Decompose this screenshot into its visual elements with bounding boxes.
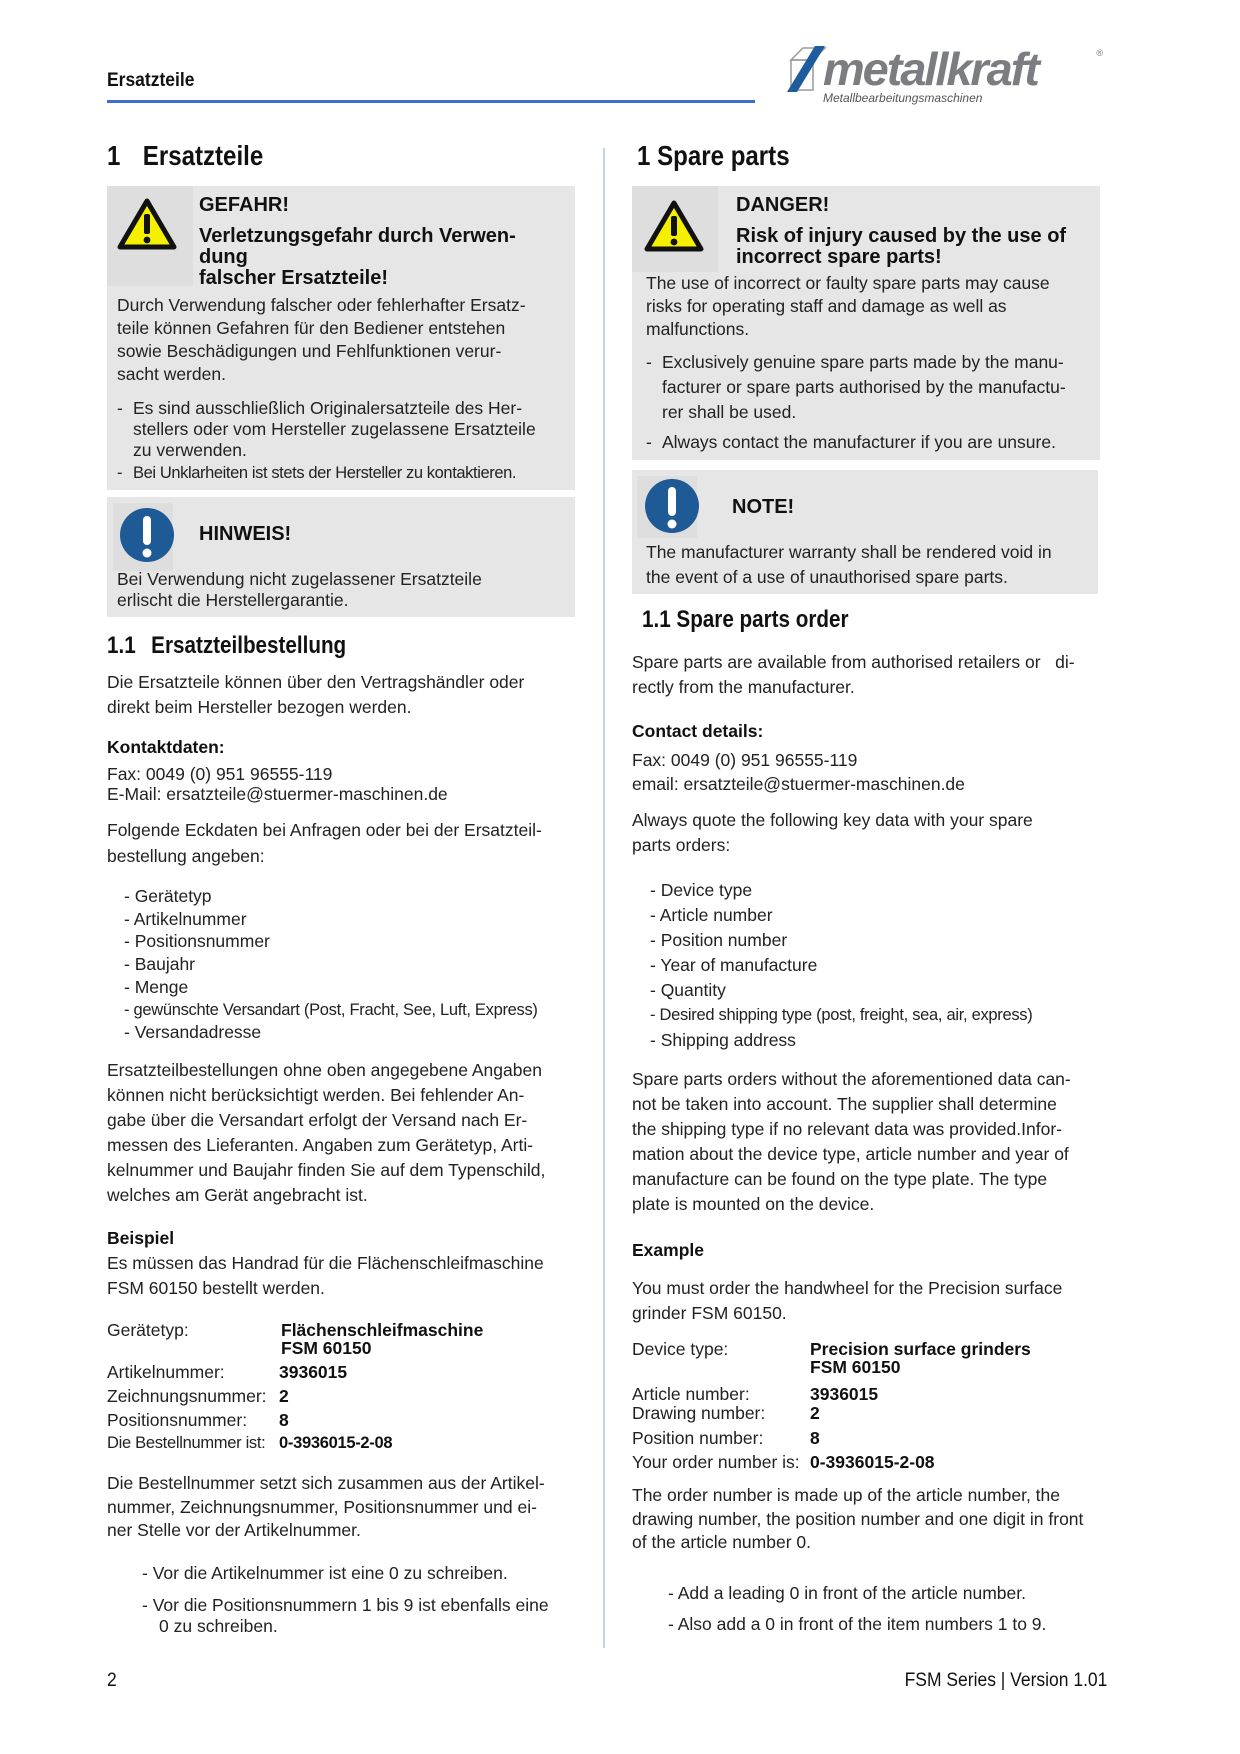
- text-line: Ersatzteilbestellungen ohne oben angegebene Angaben: [107, 1060, 542, 1080]
- running-header-title: Ersatzteile: [107, 70, 195, 91]
- body-line: teile können Gefahren für den Bediener entstehen: [117, 318, 506, 338]
- text-line: messen des Lieferanten. Angaben zum Gerätetyp, Arti-: [107, 1135, 534, 1155]
- text-line: The order number is made up of the article number, the: [632, 1485, 1061, 1505]
- contact-heading: Contact details:: [632, 721, 764, 741]
- fax-number: Fax: 0049 (0) 951 96555-119: [632, 750, 858, 770]
- table-value: 8: [279, 1410, 289, 1430]
- intro-paragraph: [632, 650, 1075, 700]
- text-line: ner Stelle vor der Artikelnummer.: [107, 1520, 361, 1540]
- heading-title: Ersatzteilbestellung: [151, 632, 347, 659]
- subsection-heading: [107, 632, 346, 660]
- note-box: [107, 497, 575, 617]
- heading-number: 1.1: [107, 632, 136, 659]
- text-line: grinder FSM 60150.: [632, 1303, 787, 1323]
- title-line: dung: [199, 246, 248, 268]
- text-line: rectly from the manufacturer.: [632, 677, 855, 697]
- text-line: welches am Gerät angebracht ist.: [107, 1185, 368, 1205]
- example-heading: Example: [632, 1240, 704, 1260]
- list-item: - Positionsnummer: [124, 931, 270, 952]
- danger-box: [632, 186, 1100, 460]
- text-line: the shipping type if no relevant data was provided.Infor-: [632, 1119, 1062, 1139]
- danger-body: [117, 294, 563, 386]
- text-line: Folgende Eckdaten bei Anfragen oder bei der Ersatzteil-: [107, 820, 542, 840]
- text-line: drawing number, the position number and one digit in front: [632, 1508, 1084, 1529]
- bullet-line: Always contact the manufacturer if you are unsure.: [662, 432, 1056, 452]
- text-line: not be taken into account. The supplier shall determine: [632, 1094, 1057, 1114]
- list-item: - Article number: [650, 905, 773, 925]
- registered-mark: ®: [1096, 48, 1103, 58]
- signal-word: GEFAHR!: [199, 194, 289, 216]
- list-item-continuation: 0 zu schreiben.: [159, 1616, 278, 1636]
- bullet-dash: -: [646, 432, 652, 452]
- list-item: - Artikelnummer: [124, 908, 247, 929]
- warning-triangle-icon: [117, 198, 177, 250]
- table-value: 3936015: [279, 1362, 348, 1382]
- text-line: mation about the device type, article number and year of: [632, 1144, 1069, 1164]
- section-heading: [107, 140, 263, 172]
- bullet-dash: -: [646, 352, 652, 372]
- note-box: [632, 470, 1098, 594]
- body-line: sowie Beschädigungen und Fehlfunktionen verur-: [117, 341, 502, 361]
- heading-title: Ersatzteile: [142, 140, 264, 171]
- logo-wordmark: metallkraft: [823, 43, 1038, 95]
- bullet-line: Es sind ausschließlich Originalersatzteile des Her-: [133, 398, 523, 418]
- contact-heading: Kontaktdaten:: [107, 737, 225, 757]
- signal-word: NOTE!: [732, 496, 795, 518]
- contact-block: [632, 748, 965, 796]
- text-line: bestellung angeben:: [107, 846, 265, 866]
- body-line: Bei Verwendung nicht zugelassener Ersatzteile: [117, 569, 482, 589]
- table-label: Artikelnummer:: [107, 1362, 225, 1382]
- list-item: - Shipping address: [650, 1030, 796, 1050]
- danger-bullet: [117, 398, 567, 461]
- heading-number: 1: [107, 140, 121, 171]
- signal-word: HINWEIS!: [199, 523, 292, 545]
- list-item: - Menge: [124, 976, 189, 997]
- table-label: Device type:: [632, 1339, 729, 1359]
- list-item: - Vor die Artikelnummer ist eine 0 zu schreiben.: [142, 1563, 508, 1583]
- text-line: plate is mounted on the device.: [632, 1194, 875, 1214]
- danger-bullet: [117, 462, 567, 485]
- bullet-line: facturer or spare parts authorised by the manufactu-: [662, 377, 1066, 397]
- keydata-list: [650, 878, 1032, 1053]
- danger-body: [646, 272, 1088, 341]
- bullet-dash: -: [117, 398, 123, 418]
- fax-number: Fax: 0049 (0) 951 96555-119: [107, 764, 333, 784]
- text-line: direkt beim Hersteller bezogen werden.: [107, 696, 412, 717]
- bullet-line: Bei Unklarheiten ist stets der Hersteller zu kontaktieren.: [133, 464, 517, 482]
- subsection-heading: 1.1 Spare parts order: [642, 606, 849, 633]
- body-line: sacht werden.: [117, 364, 226, 384]
- table-value: 3936015: [810, 1384, 879, 1404]
- series-version: FSM Series | Version 1.01: [904, 1670, 1107, 1691]
- mandatory-exclamation-icon: [119, 507, 175, 563]
- bullet-line: zu verwenden.: [133, 440, 247, 460]
- table-label: Zeichnungsnummer:: [107, 1386, 267, 1406]
- danger-bullet: [646, 431, 1092, 454]
- body-line: the event of a use of unauthorised spare parts.: [646, 567, 1008, 587]
- text-line: können nicht berücksichtigt werden. Bei fehlender An-: [107, 1085, 525, 1105]
- text-line: Always quote the following key data with your spare: [632, 810, 1033, 830]
- text-line: Die Ersatzteile können über den Vertragshändler oder: [107, 672, 525, 692]
- table-value: 8: [810, 1428, 820, 1448]
- list-item: - Vor die Positionsnummern 1 bis 9 ist ebenfalls eine: [142, 1595, 549, 1615]
- value-line: FSM 60150: [810, 1357, 901, 1377]
- title-line: falscher Ersatzteile!: [199, 267, 388, 289]
- requirements-paragraph: [107, 1058, 545, 1208]
- bullet-dash: -: [117, 464, 123, 482]
- danger-bullet: [646, 350, 1092, 425]
- danger-title: [199, 226, 516, 289]
- mandatory-exclamation-icon: [644, 478, 700, 534]
- title-line: Risk of injury caused by the use of: [736, 225, 1067, 247]
- body-line: erlischt die Herstellergarantie.: [117, 590, 349, 610]
- table-value: 2: [810, 1403, 820, 1423]
- text-line: FSM 60150 bestellt werden.: [107, 1278, 325, 1298]
- keydata-intro: [632, 808, 1033, 858]
- signal-word: DANGER!: [736, 194, 830, 216]
- value-line: FSM 60150: [281, 1338, 372, 1358]
- table-label: Article number:: [632, 1384, 750, 1404]
- text-line: Die Bestellnummer setzt sich zusammen aus der Artikel-: [107, 1473, 545, 1493]
- list-item: - Position number: [650, 930, 788, 950]
- note-body: [646, 540, 1086, 590]
- list-item: - Quantity: [650, 980, 726, 1000]
- keydata-intro: [107, 817, 542, 869]
- list-item: - Also add a 0 in front of the item numbers 1 to 9.: [668, 1614, 1047, 1634]
- table-label: Drawing number:: [632, 1403, 766, 1423]
- example-paragraph: [107, 1251, 544, 1301]
- table-value: [810, 1340, 1031, 1376]
- warning-triangle-icon: [644, 200, 704, 252]
- brand-logo: [785, 43, 1105, 106]
- order-number-explanation: [632, 1484, 1083, 1555]
- rules-list: [142, 1557, 549, 1621]
- text-line: manufacture can be found on the type plate. The type: [632, 1169, 1048, 1189]
- body-line: The manufacturer warranty shall be rendered void in: [646, 542, 1052, 562]
- text-line: You must order the handwheel for the Precision surface: [632, 1278, 1063, 1298]
- list-item: - Device type: [650, 880, 753, 900]
- table-label: Gerätetyp:: [107, 1320, 189, 1340]
- text-line: gabe über die Versandart erfolgt der Versand nach Er-: [107, 1110, 528, 1130]
- email-address[interactable]: email: ersatzteile@stuermer-maschinen.de: [632, 774, 965, 794]
- rules-list: [668, 1578, 1046, 1640]
- text-line: Es müssen das Handrad für die Flächenschleifmaschine: [107, 1253, 544, 1273]
- column-divider: [603, 148, 605, 1648]
- bullet-line: Exclusively genuine spare parts made by the manu-: [662, 352, 1064, 372]
- bullet-line: rer shall be used.: [662, 402, 797, 422]
- text-line: nummer, Zeichnungsnummer, Positionsnummer und ei-: [107, 1496, 537, 1517]
- bullet-line: stellers oder vom Hersteller zugelassene Ersatzteile: [133, 419, 536, 439]
- logo-tagline: Metallbearbeitungsmaschinen: [823, 91, 983, 105]
- body-line: malfunctions.: [646, 319, 750, 339]
- list-item: - Baujahr: [124, 954, 196, 975]
- table-value: [281, 1321, 483, 1357]
- body-line: risks for operating staff and damage as well as: [646, 296, 1007, 316]
- table-label: Positionsnummer:: [107, 1410, 248, 1430]
- table-value: 2: [279, 1386, 289, 1406]
- order-number: 0-3936015-2-08: [810, 1452, 935, 1472]
- danger-title: [736, 226, 1066, 268]
- page-number: 2: [107, 1670, 117, 1691]
- value-line: Precision surface grinders: [810, 1339, 1031, 1359]
- text-line: parts orders:: [632, 835, 731, 855]
- keydata-list: [124, 885, 538, 1044]
- order-number: 0-3936015-2-08: [279, 1434, 393, 1452]
- danger-box: [107, 186, 575, 490]
- value-line: Flächenschleifmaschine: [281, 1320, 484, 1340]
- list-item: - Desired shipping type (post, freight, sea, air, express): [650, 1006, 1033, 1024]
- example-heading: Beispiel: [107, 1228, 175, 1248]
- order-number-explanation: [107, 1472, 545, 1543]
- list-item: - Gerätetyp: [124, 886, 212, 906]
- body-line: The use of incorrect or faulty spare parts may cause: [646, 273, 1050, 293]
- intro-paragraph: [107, 670, 524, 719]
- contact-block: [107, 764, 448, 804]
- note-body: [117, 569, 563, 611]
- title-line: incorrect spare parts!: [736, 246, 942, 268]
- text-line: Spare parts are available from authorised retailers or di-: [632, 652, 1075, 672]
- title-line: Verletzungsgefahr durch Verwen-: [199, 225, 516, 247]
- list-item: - Add a leading 0 in front of the article number.: [668, 1583, 1026, 1603]
- email-address[interactable]: E-Mail: ersatzteile@stuermer-maschinen.de: [107, 784, 448, 804]
- section-heading: 1 Spare parts: [637, 140, 790, 171]
- header-rule: [107, 100, 755, 103]
- list-item: - gewünschte Versandart (Post, Fracht, See, Luft, Express): [124, 1000, 538, 1019]
- text-line: kelnummer und Baujahr finden Sie auf dem Typenschild,: [107, 1160, 546, 1180]
- table-label: Position number:: [632, 1428, 764, 1448]
- list-item: - Year of manufacture: [650, 955, 818, 975]
- table-label: Die Bestellnummer ist:: [107, 1434, 266, 1452]
- text-line: of the article number 0.: [632, 1532, 811, 1552]
- text-line: Spare parts orders without the aforementioned data can-: [632, 1069, 1071, 1089]
- body-line: Durch Verwendung falscher oder fehlerhafter Ersatz-: [117, 295, 526, 315]
- example-paragraph: [632, 1276, 1062, 1326]
- table-label: Your order number is:: [632, 1452, 800, 1472]
- list-item: - Versandadresse: [124, 1022, 262, 1043]
- requirements-paragraph: [632, 1067, 1071, 1217]
